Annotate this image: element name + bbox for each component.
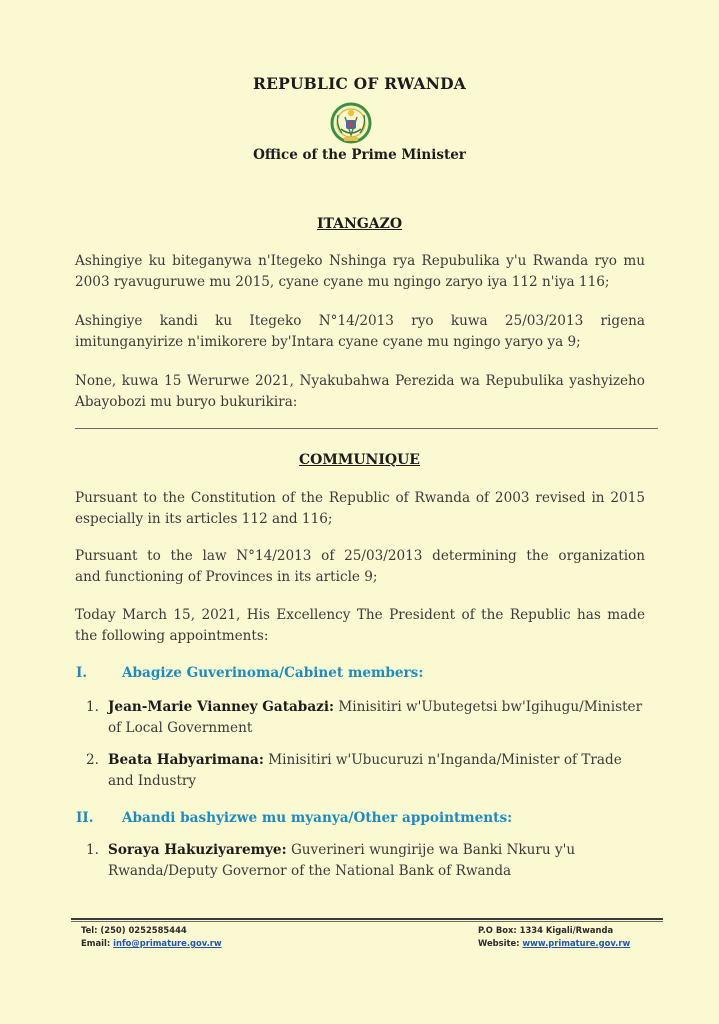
item-number: 2.: [86, 752, 99, 768]
paragraph-line: Ashingiye kandi ku Itegeko N°14/2013 ryo kuwa 25/03/2013 rigena: [75, 313, 645, 329]
item-number: 1.: [86, 699, 99, 715]
footer-pobox: P.O Box: 1334 Kigali/Rwanda: [478, 925, 614, 935]
en-paragraph-2: [75, 546, 645, 588]
rw-paragraph-1: [75, 251, 645, 293]
section-title: Abagize Guverinoma/Cabinet members:: [122, 665, 424, 681]
email-link[interactable]: info@primature.gov.rw: [113, 938, 222, 948]
appointee-name: Jean-Marie Vianney Gatabazi:: [108, 699, 335, 715]
en-paragraph-1: [75, 488, 645, 530]
itangazo-title: ITANGAZO: [316, 216, 403, 232]
section-number: I.: [76, 665, 88, 681]
paragraph-line: Abayobozi mu buryo bukurikira:: [75, 394, 298, 410]
footer-contact: [81, 924, 222, 950]
appointment-text: of Local Government: [108, 720, 253, 736]
paragraph-line: Today March 15, 2021, His Excellency The President of the Republic has made: [75, 607, 645, 623]
paragraph-line: Ashingiye ku biteganywa n'Itegeko Nshinga rya Repubulika y'u Rwanda ryo mu: [75, 253, 645, 269]
en-paragraph-3: [75, 605, 645, 647]
communique-title: COMMUNIQUE: [299, 452, 420, 468]
footer-rule: [71, 921, 663, 922]
office-heading: Office of the Prime Minister: [253, 147, 466, 163]
footer-email-label: Email:: [81, 938, 114, 948]
paragraph-line: and functioning of Provinces in its article 9;: [75, 569, 378, 585]
website-link[interactable]: www.primature.gov.rw: [522, 938, 631, 948]
paragraph-line: 2003 ryavuguruwe mu 2015, cyane cyane mu ngingo zaryo iya 112 n'iya 116;: [75, 274, 610, 290]
rw-paragraph-2: [75, 311, 645, 353]
list-item: [86, 840, 646, 882]
appointment-text: Minisitiri w'Ubutegetsi bw'Igihugu/Minister: [338, 699, 643, 715]
appointee-name: Beata Habyarimana:: [108, 752, 264, 768]
national-seal-icon: [326, 101, 376, 145]
footer-tel: Tel: (250) 0252585444: [81, 925, 187, 935]
list-item: [86, 697, 646, 739]
section-divider: [75, 428, 658, 429]
footer-rule: [71, 918, 663, 920]
paragraph-line: Pursuant to the Constitution of the Republic of Rwanda of 2003 revised in 2015: [75, 490, 645, 506]
paragraph-line: especially in its articles 112 and 116;: [75, 511, 333, 527]
section-title: Abandi bashyizwe mu myanya/Other appointments:: [122, 810, 513, 826]
item-number: 1.: [86, 842, 99, 858]
footer-website-label: Website:: [478, 938, 523, 948]
paragraph-line: the following appointments:: [75, 628, 269, 644]
country-heading: REPUBLIC OF RWANDA: [253, 74, 466, 93]
section-heading-other: [76, 810, 512, 826]
list-item: [86, 750, 646, 792]
appointment-text: Rwanda/Deputy Governor of the National Bank of Rwanda: [108, 863, 512, 879]
paragraph-line: None, kuwa 15 Werurwe 2021, Nyakubahwa Perezida wa Repubulika yashyizeho: [75, 373, 645, 389]
footer-address: [478, 924, 630, 950]
appointment-text: Guverineri wungirije wa Banki Nkuru y'u: [290, 842, 576, 858]
paragraph-line: Pursuant to the law N°14/2013 of 25/03/2013 determining the organization: [75, 548, 645, 564]
section-heading-cabinet: [76, 665, 423, 681]
appointment-text: and Industry: [108, 773, 197, 789]
appointment-text: Minisitiri w'Ubucuruzi n'Inganda/Minister of Trade: [268, 752, 622, 768]
paragraph-line: imitunganyirize n'imikorere by'Intara cyane cyane mu ngingo yaryo ya 9;: [75, 334, 581, 350]
rw-paragraph-3: [75, 371, 645, 413]
appointee-name: Soraya Hakuziyaremye:: [108, 842, 287, 858]
section-number: II.: [76, 810, 94, 826]
